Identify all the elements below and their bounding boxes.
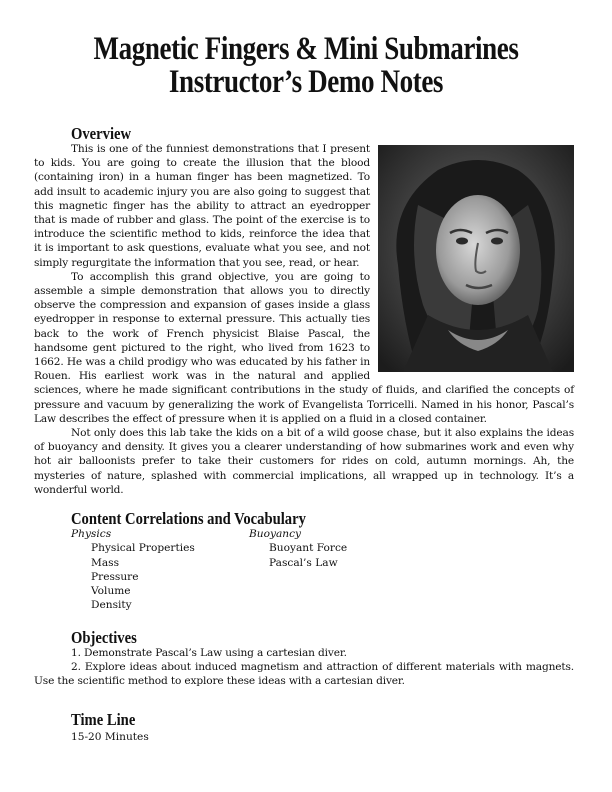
timeline-value: 15-20 Minutes bbox=[71, 731, 149, 743]
vocab-term: Density bbox=[91, 599, 132, 612]
portrait-illustration bbox=[378, 145, 574, 372]
overview-paragraph-1: This is one of the funniest demonstrations that I present to kids. You are going to create the illusion that the blood (containing iron) in a human finger has been magnetized. To add insult to academic injury you are also going to suggest that this magnetic finger has the ability to attract an eyedropper that is made of rubber and glass. The point of the exercise is to introduce the scientific method to kids, reinforce the idea that it is important to ask questions, evaluate what you see, and not simply regurgitate the information that you see, read, or hear. bbox=[34, 143, 370, 269]
vocab-category-physics: Physics bbox=[71, 528, 112, 540]
vocab-term: Pressure bbox=[91, 570, 139, 583]
vocab-term: Buoyant Force bbox=[269, 542, 348, 555]
objective-item-1: 1. Demonstrate Pascal’s Law using a cartesian diver. bbox=[71, 647, 347, 659]
overview-body bbox=[34, 142, 574, 497]
page-title-line-2: Instructor’s Demo Notes bbox=[168, 64, 444, 100]
vocab-category-buoyancy: Buoyancy bbox=[249, 528, 302, 540]
objectives-list bbox=[34, 646, 574, 689]
vocab-column-physics bbox=[71, 527, 195, 613]
vocab-term: Volume bbox=[91, 585, 131, 598]
timeline-heading: Time Line bbox=[71, 710, 136, 729]
overview-heading: Overview bbox=[71, 124, 132, 143]
vocab-column-buoyancy bbox=[249, 527, 347, 570]
vocab-term: Physical Properties bbox=[91, 542, 195, 555]
vocab-term: Mass bbox=[91, 556, 120, 569]
correlations-heading: Content Correlations and Vocabulary bbox=[71, 509, 306, 528]
objective-item-2: 2. Explore ideas about induced magnetism and attraction of different materials with magnets. Use the scientific method to explore these ideas with a cartesian diver. bbox=[34, 661, 574, 688]
overview-paragraph-2: To accomplish this grand objective, you are going to assemble a simple demonstration that allows you to directly observe the compression and expansion of gases inside a glass eyedropper in response to external pressure. This actually ties back to the work of French physicist Blaise Pascal, the handsome gent pictured to the right, who lived from 1623 to 1662. He was a child prodigy who was educated by his father in Rouen. His earliest work was in the natural and applied sciences, where he made significant contributions in the study of fluids, and clarified the concepts of pressure and vacuum by generalizing the work of Evangelista Torricelli. Named in his honor, Pascal’s Law describes the effect of pressure when it is applied on a fluid in a closed container. bbox=[34, 270, 574, 425]
overview-paragraph-3: Not only does this lab take the kids on a bit of a wild goose chase, but it also explains the ideas of buoyancy and density. It gives you a clearer understanding of how submarines work and even why hot air balloonists prefer to take their customers for rides on cold, autumn mornings. Ah, the mysteries of nature, splashed with commercial implications, all wrapped up in technology. It’s a wonderful world. bbox=[34, 427, 574, 496]
objectives-heading: Objectives bbox=[71, 628, 137, 647]
pascal-portrait-image bbox=[378, 145, 574, 372]
vocab-term: Pascal’s Law bbox=[269, 556, 338, 569]
page-title-line-1: Magnetic Fingers & Mini Submarines bbox=[93, 31, 519, 67]
